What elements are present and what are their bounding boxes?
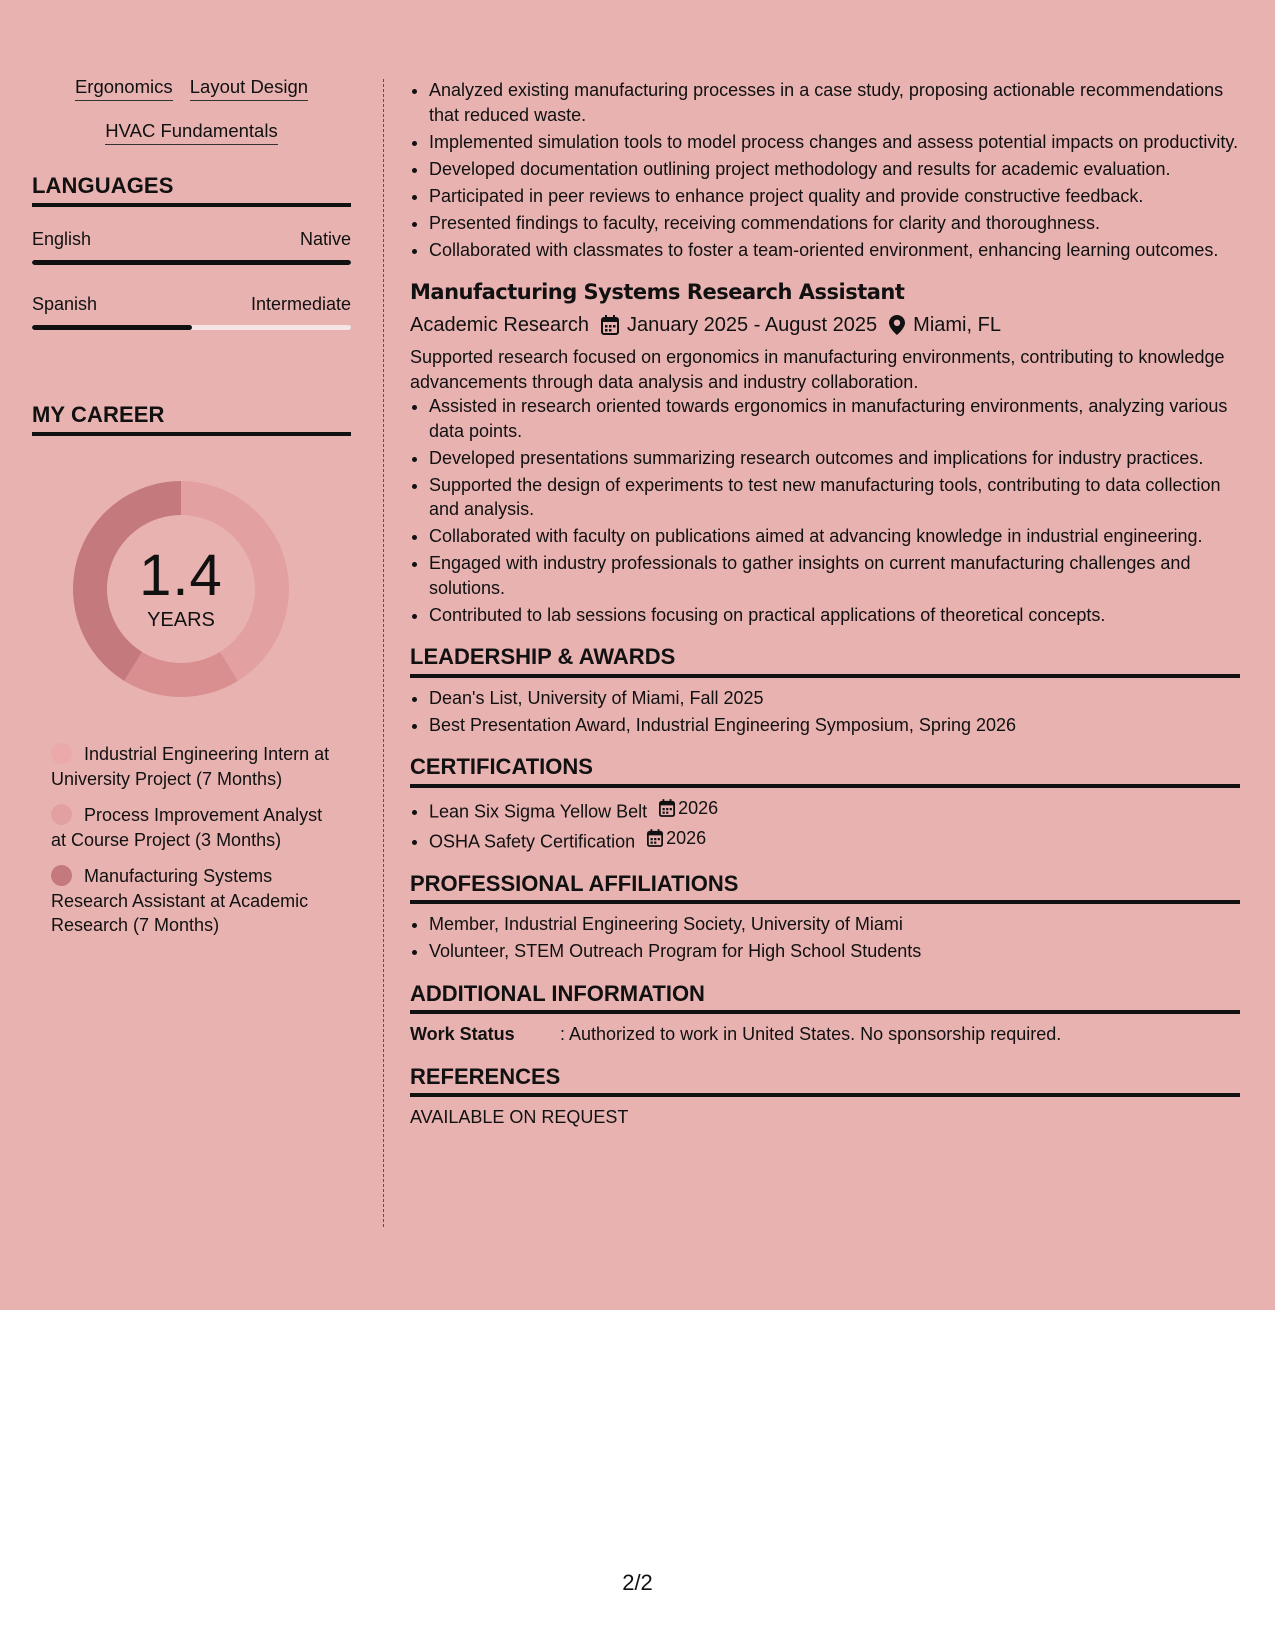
job-title: Manufacturing Systems Research Assistant: [410, 280, 905, 304]
previous-job-bullets: [410, 78, 1240, 262]
calendar-icon: [647, 829, 663, 847]
list-item: • Developed presentations summarizing research outcomes and implications for industry practices.: [429, 446, 1240, 471]
career-years-label: YEARS: [147, 608, 215, 631]
list-item: • Contributed to lab sessions focusing on practical applications of theoretical concepts.: [429, 603, 1240, 628]
certification-year: 2026: [678, 797, 719, 818]
main-content: [410, 78, 1240, 1130]
job-dates: January 2025 - August 2025: [626, 313, 878, 336]
calendar-icon: [659, 799, 675, 817]
calendar-icon: [601, 315, 619, 335]
leadership-list: [410, 686, 1240, 738]
list-item: [429, 796, 1240, 824]
references-heading: REFERENCES: [410, 1065, 1240, 1098]
language-proficiency-fill: [32, 325, 192, 330]
language-item: [32, 294, 351, 330]
affiliations-list: [410, 912, 1240, 964]
legend-item: [51, 742, 331, 791]
list-item: [429, 826, 1240, 854]
skill-tag: Ergonomics: [75, 76, 173, 101]
legend-dot: [51, 804, 72, 825]
list-item: • Engaged with industry professionals to gather insights on current manufacturing challenges and solutions.: [429, 551, 1240, 600]
language-level: Native: [299, 229, 351, 249]
skill-tag: Layout Design: [190, 76, 308, 101]
certification-name: OSHA Safety Certification: [429, 831, 636, 851]
skills-list: [32, 76, 351, 145]
certification-name: Lean Six Sigma Yellow Belt: [429, 800, 648, 821]
additional-info-heading: ADDITIONAL INFORMATION: [410, 982, 1240, 1015]
work-status-row: [410, 1022, 1240, 1047]
list-item: • Member, Industrial Engineering Society, University of Miami: [429, 912, 1240, 937]
job-location: Miami, FL: [913, 313, 1001, 336]
legend-label: Manufacturing Systems Research Assistant at Academic Research (7 Months): [51, 866, 309, 935]
certifications-heading: CERTIFICATIONS: [410, 755, 1240, 788]
job-summary: Supported research focused on ergonomics in manufacturing environments, contributing to knowledge advancements through data analysis and industry collaboration.: [410, 347, 1225, 392]
list-item: • Assisted in research oriented towards ergonomics in manufacturing environments, analyzing various data points.: [429, 394, 1240, 443]
list-item: • Developed documentation outlining project methodology and results for academic evaluation.: [429, 157, 1240, 182]
list-item: • Presented findings to faculty, receiving commendations for clarity and thoroughness.: [429, 211, 1240, 236]
list-item: • Dean's List, University of Miami, Fall 2025: [429, 686, 1240, 711]
certifications-list: [410, 796, 1240, 854]
references-text: AVAILABLE ON REQUEST: [410, 1107, 629, 1127]
map-pin-icon: [889, 315, 905, 335]
work-status-value: : Authorized to work in United States. No sponsorship required.: [560, 1024, 1062, 1044]
language-name: Spanish: [32, 294, 98, 314]
list-item: • Supported the design of experiments to test new manufacturing tools, contributing to data collection and analysis.: [429, 473, 1240, 522]
job-bullets: [410, 394, 1240, 627]
career-donut-chart: [66, 474, 296, 704]
career-heading: MY CAREER: [32, 402, 351, 436]
legend-label: Process Improvement Analyst at Course Project (3 Months): [51, 805, 323, 850]
certification-year: 2026: [666, 827, 707, 848]
affiliations-heading: PROFESSIONAL AFFILIATIONS: [410, 872, 1240, 905]
job-meta: [410, 313, 1240, 338]
language-proficiency-fill: [32, 260, 351, 265]
legend-dot: [51, 865, 72, 886]
work-status-label: Work Status: [410, 1024, 515, 1044]
list-item: • Implemented simulation tools to model process changes and assess potential impacts on productivity.: [429, 130, 1240, 155]
list-item: • Participated in peer reviews to enhance project quality and provide constructive feedback.: [429, 184, 1240, 209]
sidebar: [32, 76, 351, 950]
language-proficiency-bar: [32, 325, 351, 330]
page-number: 2/2: [622, 1570, 653, 1595]
legend-item: [51, 803, 331, 852]
language-level: Intermediate: [250, 294, 351, 314]
language-proficiency-bar: [32, 260, 351, 265]
legend-item: [51, 864, 331, 938]
career-total-years: 1.4: [139, 542, 223, 608]
language-item: [32, 229, 351, 265]
career-legend: [51, 742, 331, 938]
job-company: Academic Research: [410, 313, 589, 336]
legend-dot: [51, 743, 72, 764]
languages-heading: LANGUAGES: [32, 173, 351, 207]
legend-label: Industrial Engineering Intern at University Project (7 Months): [51, 744, 330, 789]
skill-tag: HVAC Fundamentals: [105, 120, 277, 145]
list-item: • Volunteer, STEM Outreach Program for High School Students: [429, 939, 1240, 964]
list-item: • Best Presentation Award, Industrial Engineering Symposium, Spring 2026: [429, 713, 1240, 738]
language-name: English: [32, 229, 92, 249]
column-divider: [383, 79, 384, 1227]
list-item: • Collaborated with classmates to foster a team-oriented environment, enhancing learning outcomes.: [429, 238, 1240, 263]
leadership-heading: LEADERSHIP & AWARDS: [410, 645, 1240, 678]
list-item: • Collaborated with faculty on publications aimed at advancing knowledge in industrial engineering.: [429, 524, 1240, 549]
list-item: • Analyzed existing manufacturing processes in a case study, proposing actionable recommendations that reduced waste.: [429, 78, 1240, 127]
